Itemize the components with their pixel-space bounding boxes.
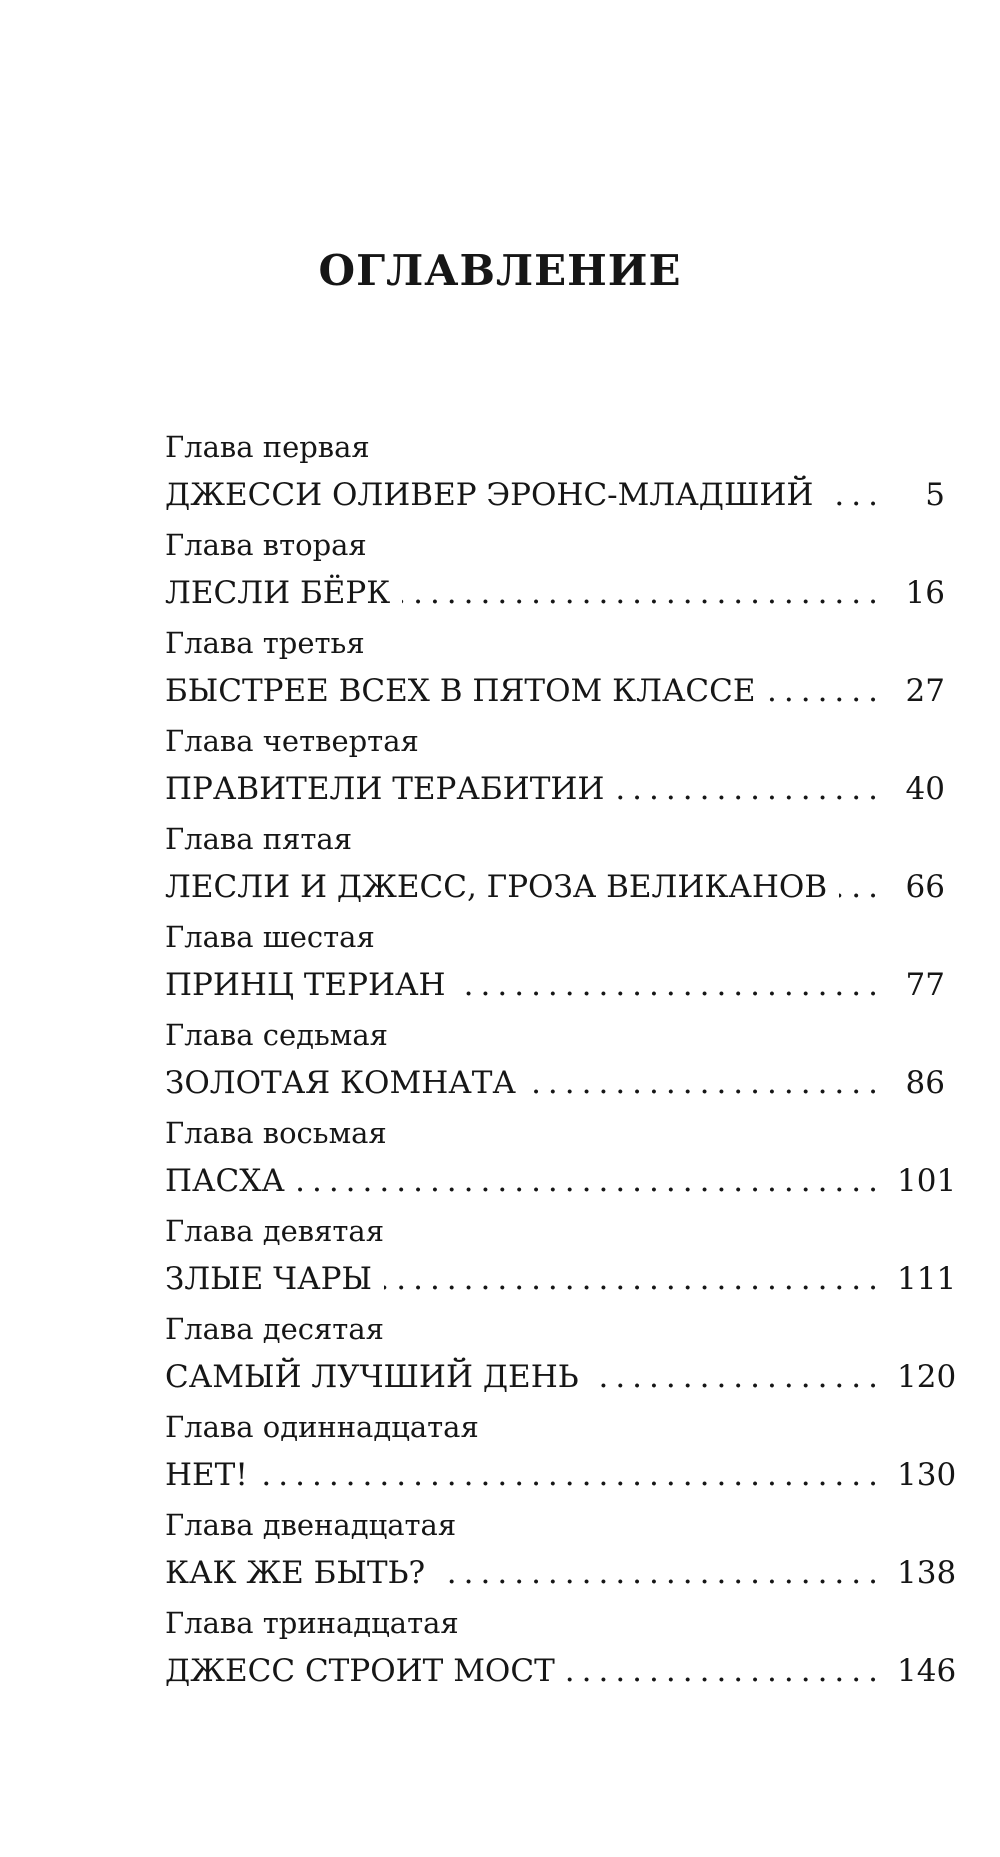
dot-leader (825, 470, 885, 520)
toc-line (165, 1646, 957, 1696)
chapter-title: САМЫЙ ЛУЧШИЙ ДЕНЬ (165, 1359, 579, 1395)
toc-entry (165, 915, 945, 1013)
page-number: 40 (905, 771, 945, 807)
chapter-title: ПРАВИТЕЛИ ТЕРАБИТИИ (165, 771, 605, 807)
chapter-label: Глава одиннадцатая (165, 1410, 479, 1444)
chapter-title: ДЖЕСС СТРОИТ МОСТ (165, 1653, 555, 1689)
chapter-label: Глава первая (165, 430, 370, 464)
page-number: 86 (905, 1065, 945, 1101)
page-number: 138 (897, 1555, 957, 1591)
toc-entry (165, 1405, 957, 1503)
page-number: 5 (925, 477, 945, 513)
dot-leader (839, 862, 885, 912)
toc-entry (165, 621, 945, 719)
page-number: 77 (905, 967, 945, 1003)
toc-line (165, 470, 945, 520)
dot-leader (437, 1548, 885, 1598)
toc-entry (165, 817, 945, 915)
table-of-contents (165, 425, 957, 1699)
chapter-label: Глава шестая (165, 920, 375, 954)
dot-leader (458, 960, 885, 1010)
chapter-title: ЛЕСЛИ БЁРК (165, 575, 391, 611)
chapter-label: Глава вторая (165, 528, 367, 562)
page-number: 111 (897, 1261, 957, 1297)
page-number: 130 (897, 1457, 957, 1493)
toc-entry (165, 1209, 957, 1307)
toc-entry (165, 1013, 945, 1111)
chapter-label: Глава двенадцатая (165, 1508, 457, 1542)
toc-line (165, 1352, 957, 1402)
page-number: 27 (905, 673, 945, 709)
toc-line (165, 1548, 957, 1598)
chapter-title: ПРИНЦ ТЕРИАН (165, 967, 446, 1003)
dot-leader (616, 764, 885, 814)
dot-leader (260, 1450, 885, 1500)
toc-entry (165, 1307, 957, 1405)
dot-leader (768, 666, 886, 716)
page-number: 146 (897, 1653, 957, 1689)
page-number: 101 (897, 1163, 957, 1199)
page-number: 16 (905, 575, 945, 611)
chapter-title: ДЖЕССИ ОЛИВЕР ЭРОНС-МЛАДШИЙ (165, 477, 814, 513)
dot-leader (567, 1646, 885, 1696)
chapter-label: Глава четвертая (165, 724, 419, 758)
chapter-title: ЛЕСЛИ И ДЖЕСС, ГРОЗА ВЕЛИКАНОВ (165, 869, 828, 905)
toc-line (165, 568, 945, 618)
chapter-title: КАК ЖЕ БЫТЬ? (165, 1555, 426, 1591)
toc-line (165, 1254, 957, 1304)
chapter-title: ПАСХА (165, 1163, 285, 1199)
toc-line (165, 1450, 957, 1500)
toc-entry (165, 1503, 957, 1601)
toc-line (165, 862, 945, 912)
toc-entry (165, 719, 945, 817)
toc-line (165, 1058, 945, 1108)
chapter-title: ЗОЛОТАЯ КОМНАТА (165, 1065, 516, 1101)
toc-entry (165, 1601, 957, 1699)
toc-entry (165, 523, 945, 621)
page-number: 120 (897, 1359, 957, 1395)
toc-line (165, 666, 945, 716)
toc-entry (165, 1111, 957, 1209)
page-number: 66 (905, 869, 945, 905)
toc-line (165, 1156, 957, 1206)
dot-leader (528, 1058, 885, 1108)
dot-leader (591, 1352, 885, 1402)
chapter-title: БЫСТРЕЕ ВСЕХ В ПЯТОМ КЛАССЕ (165, 673, 756, 709)
toc-entry (165, 425, 945, 523)
chapter-label: Глава десятая (165, 1312, 384, 1346)
toc-line (165, 764, 945, 814)
chapter-label: Глава пятая (165, 822, 352, 856)
chapter-label: Глава тринадцатая (165, 1606, 459, 1640)
toc-line (165, 960, 945, 1010)
chapter-label: Глава седьмая (165, 1018, 388, 1052)
dot-leader (297, 1156, 885, 1206)
chapter-label: Глава восьмая (165, 1116, 387, 1150)
dot-leader (384, 1254, 885, 1304)
page-title: ОГЛАВЛЕНИЕ (318, 246, 682, 295)
chapter-label: Глава девятая (165, 1214, 385, 1248)
chapter-title: НЕТ! (165, 1457, 248, 1493)
dot-leader (402, 568, 885, 618)
chapter-label: Глава третья (165, 626, 365, 660)
chapter-title: ЗЛЫЕ ЧАРЫ (165, 1261, 372, 1297)
